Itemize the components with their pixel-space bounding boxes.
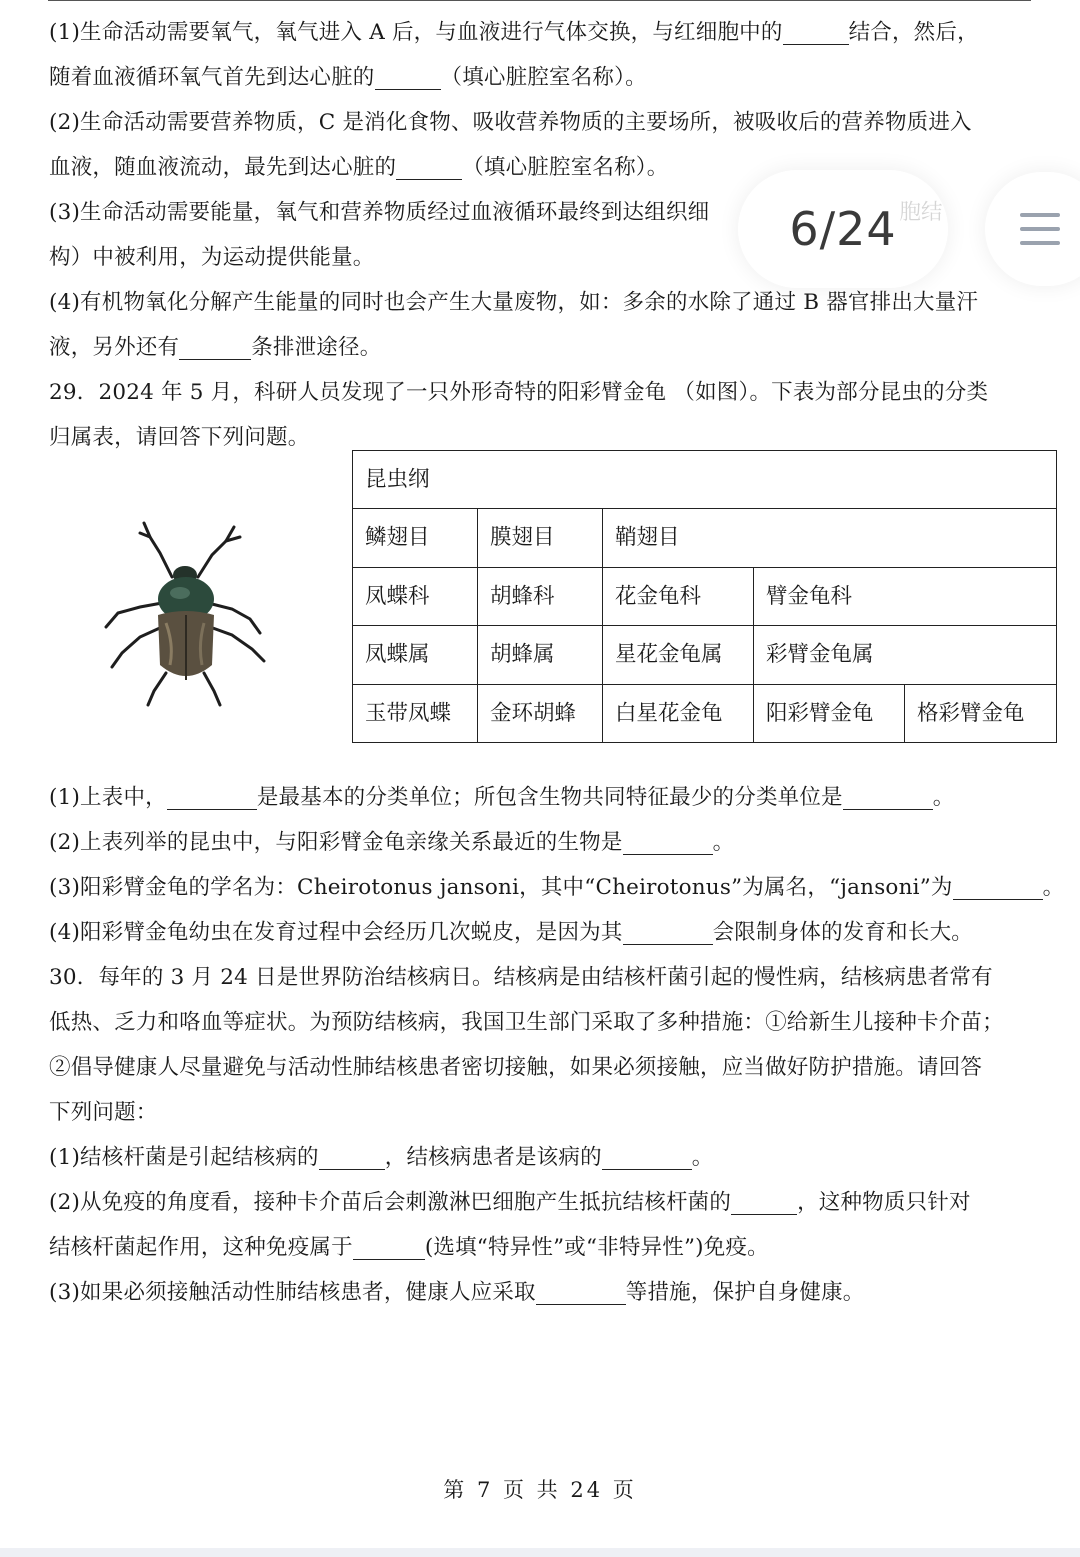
text-line: (4)阳彩臂金龟幼虫在发育过程中会经历几次蜕皮，是因为其 会限制身体的发育和长大。 (49, 920, 973, 945)
beetle-figure (100, 515, 270, 710)
text-line: 归属表，请回答下列问题。 (49, 425, 310, 450)
text-line: (1)结核杆菌是引起结核病的 ，结核病患者是该病的 。 (49, 1145, 714, 1170)
text-line: 低热、乏力和咯血等症状。为预防结核病，我国卫生部门采取了多种措施：①给新生儿接种卡介苗； (49, 1010, 1004, 1035)
text-line: 结核杆菌起作用，这种免疫属于 (选填“特异性”或“非特异性”)免疫。 (49, 1235, 769, 1260)
table-cell: 鳞翅目 (353, 509, 478, 567)
table-row (353, 451, 1057, 509)
table-cell: 花金龟科 (603, 567, 754, 625)
table-cell: 凤蝶属 (353, 626, 478, 684)
page-indicator-button[interactable] (738, 170, 948, 288)
text-line: (3)阳彩臂金龟的学名为：Cheirotonus jansoni，其中“Cheirotonus”为属名，“jansoni”为 。 (49, 875, 1065, 900)
table-row (353, 684, 1057, 742)
text-line: ②倡导健康人尽量避免与活动性肺结核患者密切接触，如果必须接触，应当做好防护措施。请回答 (49, 1055, 983, 1080)
text-line: 液，另外还有 条排泄途径。 (49, 335, 382, 360)
text-line: (1)上表中， 是最基本的分类单位；所包含生物共同特征最少的分类单位是 。 (49, 785, 955, 810)
text-line: (2)上表列举的昆虫中，与阳彩臂金龟亲缘关系最近的生物是 。 (49, 830, 735, 855)
bottom-bar (0, 1548, 1080, 1557)
table-cell: 玉带凤蝶 (353, 684, 478, 742)
text-line: 下列问题： (49, 1100, 158, 1125)
table-cell: 格彩臂金龟 (905, 684, 1057, 742)
table-cell: 昆虫纲 (353, 451, 1057, 509)
table-cell: 彩臂金龟属 (754, 626, 1057, 684)
table-row (353, 509, 1057, 567)
text-line: (2)生命活动需要营养物质，C 是消化食物、吸收营养物质的主要场所，被吸收后的营养物质进入 (49, 110, 972, 135)
page-footer: 第 7 页 共 24 页 (443, 1478, 637, 1502)
table-cell: 凤蝶科 (353, 567, 478, 625)
table-cell: 胡蜂属 (478, 626, 603, 684)
question-30-stem: 30．每年的 3 月 24 日是世界防治结核病日。结核病是由结核杆菌引起的慢性病，结核病患者常有 (49, 965, 993, 990)
table-cell: 阳彩臂金龟 (754, 684, 905, 742)
top-rule (48, 0, 1031, 1)
table-row (353, 626, 1057, 684)
table-cell: 金环胡蜂 (478, 684, 603, 742)
text-line: 随着血液循环氧气首先到达心脏的 （填心脏腔室名称）。 (49, 65, 647, 90)
table-cell: 星花金龟属 (603, 626, 754, 684)
text-line: (2)从免疫的角度看，接种卡介苗后会刺激淋巴细胞产生抵抗结核杆菌的 ，这种物质只针对 (49, 1190, 971, 1215)
table-cell: 白星花金龟 (603, 684, 754, 742)
insect-classification-table (352, 450, 1056, 755)
text-line: 构）中被利用，为运动提供能量。 (49, 245, 375, 270)
table-row (353, 567, 1057, 625)
text-line: (3)如果必须接触活动性肺结核患者，健康人应采取 等措施，保护自身健康。 (49, 1280, 865, 1305)
page-indicator-label: 6/24 (789, 202, 897, 256)
text-line: (1)生命活动需要氧气，氧气进入 A 后，与血液进行气体交换，与红细胞中的 结合，然后， (49, 20, 979, 45)
table-cell: 臂金龟科 (754, 567, 1057, 625)
text-line: (4)有机物氧化分解产生能量的同时也会产生大量废物，如：多余的水除了通过 B 器官排出大量汗 (49, 290, 979, 315)
question-29-stem: 29．2024 年 5 月，科研人员发现了一只外形奇特的阳彩臂金龟 （如图）。下表为部分昆虫的分类 (49, 380, 989, 405)
text-line: 血液，随血液流动，最先到达心脏的 （填心脏腔室名称）。 (49, 155, 669, 180)
table-cell: 胡蜂科 (478, 567, 603, 625)
text-line: (3)生命活动需要能量，氧气和营养物质经过血液循环最终到达组织细 (49, 200, 710, 225)
table-cell: 膜翅目 (478, 509, 603, 567)
table-cell: 鞘翅目 (603, 509, 1057, 567)
